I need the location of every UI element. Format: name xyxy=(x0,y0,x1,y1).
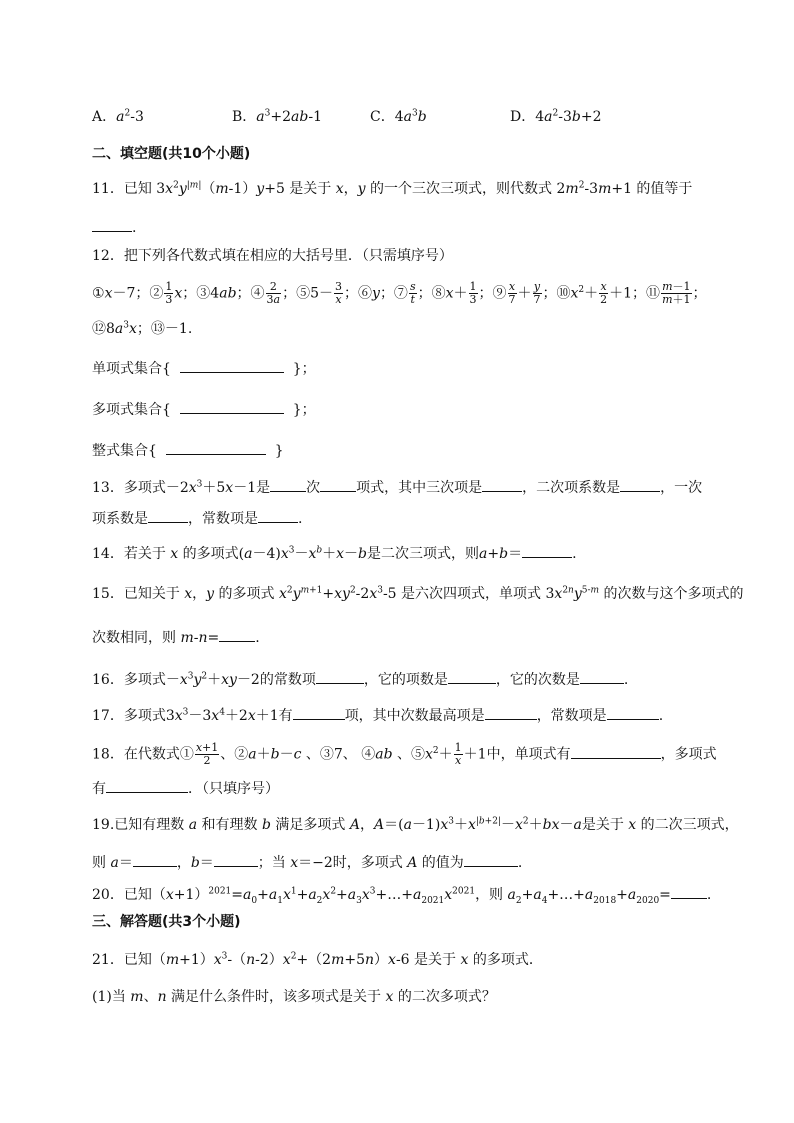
answer-blank[interactable] xyxy=(320,477,356,492)
answer-blank[interactable] xyxy=(482,477,522,492)
question-11-line-1: 11．已知 $3x^2y^{|m|}(m-1)y+5$ 是关于 x，y 的一个三次三项式，则代数式 $2m^2-3m+1$ 的值等于 xyxy=(92,180,693,197)
brace-close: }； xyxy=(292,361,316,377)
answer-blank[interactable] xyxy=(270,477,306,492)
polynomial-set-label: 多项式集合{ xyxy=(92,402,171,418)
question-12-intro: 12．把下列各代数式填在相应的大括号里．（只需填序号） xyxy=(92,248,453,264)
integral-set-row xyxy=(92,440,284,460)
question-21-line-1: 21．已知$(m+1)x^3-(n-2)x^2+(2m+5n)x-6$ 是关于 x 的多项式． xyxy=(92,951,543,968)
option-c: C．$4a^3b$ xyxy=(370,108,427,125)
integral-set-label: 整式集合{ xyxy=(92,443,157,459)
answer-blank[interactable] xyxy=(580,669,624,684)
question-19-line-1: 19.已知有理数 a 和有理数 b 满足多项式 A，$A=(a-1)x^3+x^{|b+2|}-x^2+bx-a$是关于 x 的二次三项式， xyxy=(92,816,739,833)
question-16: 16．多项式$-x^3y^2+xy-2$的常数项 ，它的项数是 ，它的次数是 . xyxy=(92,669,628,689)
answer-blank[interactable] xyxy=(293,705,345,720)
answer-blank[interactable] xyxy=(671,884,707,899)
brace-close: }； xyxy=(292,402,316,418)
question-12-items-line-2: $⑫8a^3x$；⑬－1. xyxy=(92,320,193,337)
question-13-line-2: 项系数是 ，常数项是 . xyxy=(92,508,302,528)
answer-blank[interactable] xyxy=(485,705,537,720)
polynomial-set-row xyxy=(92,399,316,419)
answer-blank[interactable] xyxy=(571,744,661,759)
question-21-sub-1: (1)当 m、n 满足什么条件时，该多项式是关于 x 的二次多项式？ xyxy=(92,989,496,1005)
section-heading-fill-in: 二、填空题(共10个小题) xyxy=(92,146,251,162)
question-17: 17．多项式$3x^3-3x^4+2x+1$有 项，其中次数最高项是 ，常数项是 . xyxy=(92,705,663,725)
option-a: A．$a^2-3$ xyxy=(92,108,144,125)
answer-blank[interactable] xyxy=(133,852,177,867)
integral-set-blank[interactable] xyxy=(166,440,266,455)
question-15-line-1: 15．已知关于 x，y 的多项式 $x^2y^{m+1}+xy^2-2x^3-5$ 是六次四项式，单项式 $3x^{2n}y^{5-m}$ 的次数与这个多项式的 xyxy=(92,585,744,602)
question-13-line-1: 13．多项式$-2x^3+5x-1$是 次 项式，其中三次项是 ，二次项系数是 ，一次 xyxy=(92,477,702,497)
answer-blank[interactable] xyxy=(148,508,188,523)
answer-blank[interactable] xyxy=(106,778,188,793)
question-18-line-1: 18．在代数式① $\frac{x+1}{2}$ 、②a＋b－c 、③7、 ④ab 、$⑤x^2+$ $\frac{1}{x}$ ＋1中，单项式有 ，多项式 xyxy=(92,741,717,767)
question-12-items-line-1: ①x－7；② $\frac{1}{3}$ x；③4ab；④ $\frac{2}{3a}$ ；⑤5－ $\frac{3}{x}$ ；⑥y；⑦ $\frac{s}{t}$ ；⑧x＋ $\frac{1}{3}$ ；⑨ $\frac{x}{7}$ ＋ $\frac{y}{7}$ ；$⑩x^2+$ $\frac{x}{2}$ ＋1；⑪ $\frac{m-1}{m+1}$ ； xyxy=(92,280,707,306)
answer-blank[interactable] xyxy=(92,217,132,232)
answer-blank[interactable] xyxy=(607,705,659,720)
question-19-line-2: 则 a＝ ，b＝ ；当 x＝−2时，多项式 A 的值为 . xyxy=(92,852,522,872)
polynomial-set-blank[interactable] xyxy=(180,399,284,414)
question-20: 20．已知$(x+1)^{2021}=a_0+a_1x^1+a_2x^2+a_3x^3+\dots+a_{2021}x^{2021}$，则 $a_2+a_4+\dots+a_{2018}+a_{2020}=$ . xyxy=(92,884,711,904)
answer-blank[interactable] xyxy=(522,543,572,558)
answer-blank[interactable] xyxy=(448,669,496,684)
answer-blank[interactable] xyxy=(219,627,255,642)
question-11-line-2: . xyxy=(92,217,136,237)
option-b: B．$a^3+2ab-1$ xyxy=(232,108,322,125)
answer-blank[interactable] xyxy=(316,669,364,684)
monomial-set-row xyxy=(92,358,316,378)
question-14: 14．若关于 x 的多项式$(a-4)x^3-x^b+x-b$是二次三项式，则a+b＝ . xyxy=(92,543,577,563)
monomial-set-label: 单项式集合{ xyxy=(92,361,171,377)
question-18-line-2: 有 ．（只填序号） xyxy=(92,778,279,798)
monomial-set-blank[interactable] xyxy=(180,358,284,373)
option-d: D．$4a^2-3b+2$ xyxy=(510,108,602,125)
answer-blank[interactable] xyxy=(214,852,258,867)
brace-close: } xyxy=(274,443,284,459)
answer-blank[interactable] xyxy=(258,508,298,523)
answer-blank[interactable] xyxy=(464,852,518,867)
question-15-line-2: 次数相同，则 m-n= . xyxy=(92,627,260,647)
section-heading-answer: 三、解答题(共3个小题) xyxy=(92,914,241,930)
answer-blank[interactable] xyxy=(620,477,660,492)
